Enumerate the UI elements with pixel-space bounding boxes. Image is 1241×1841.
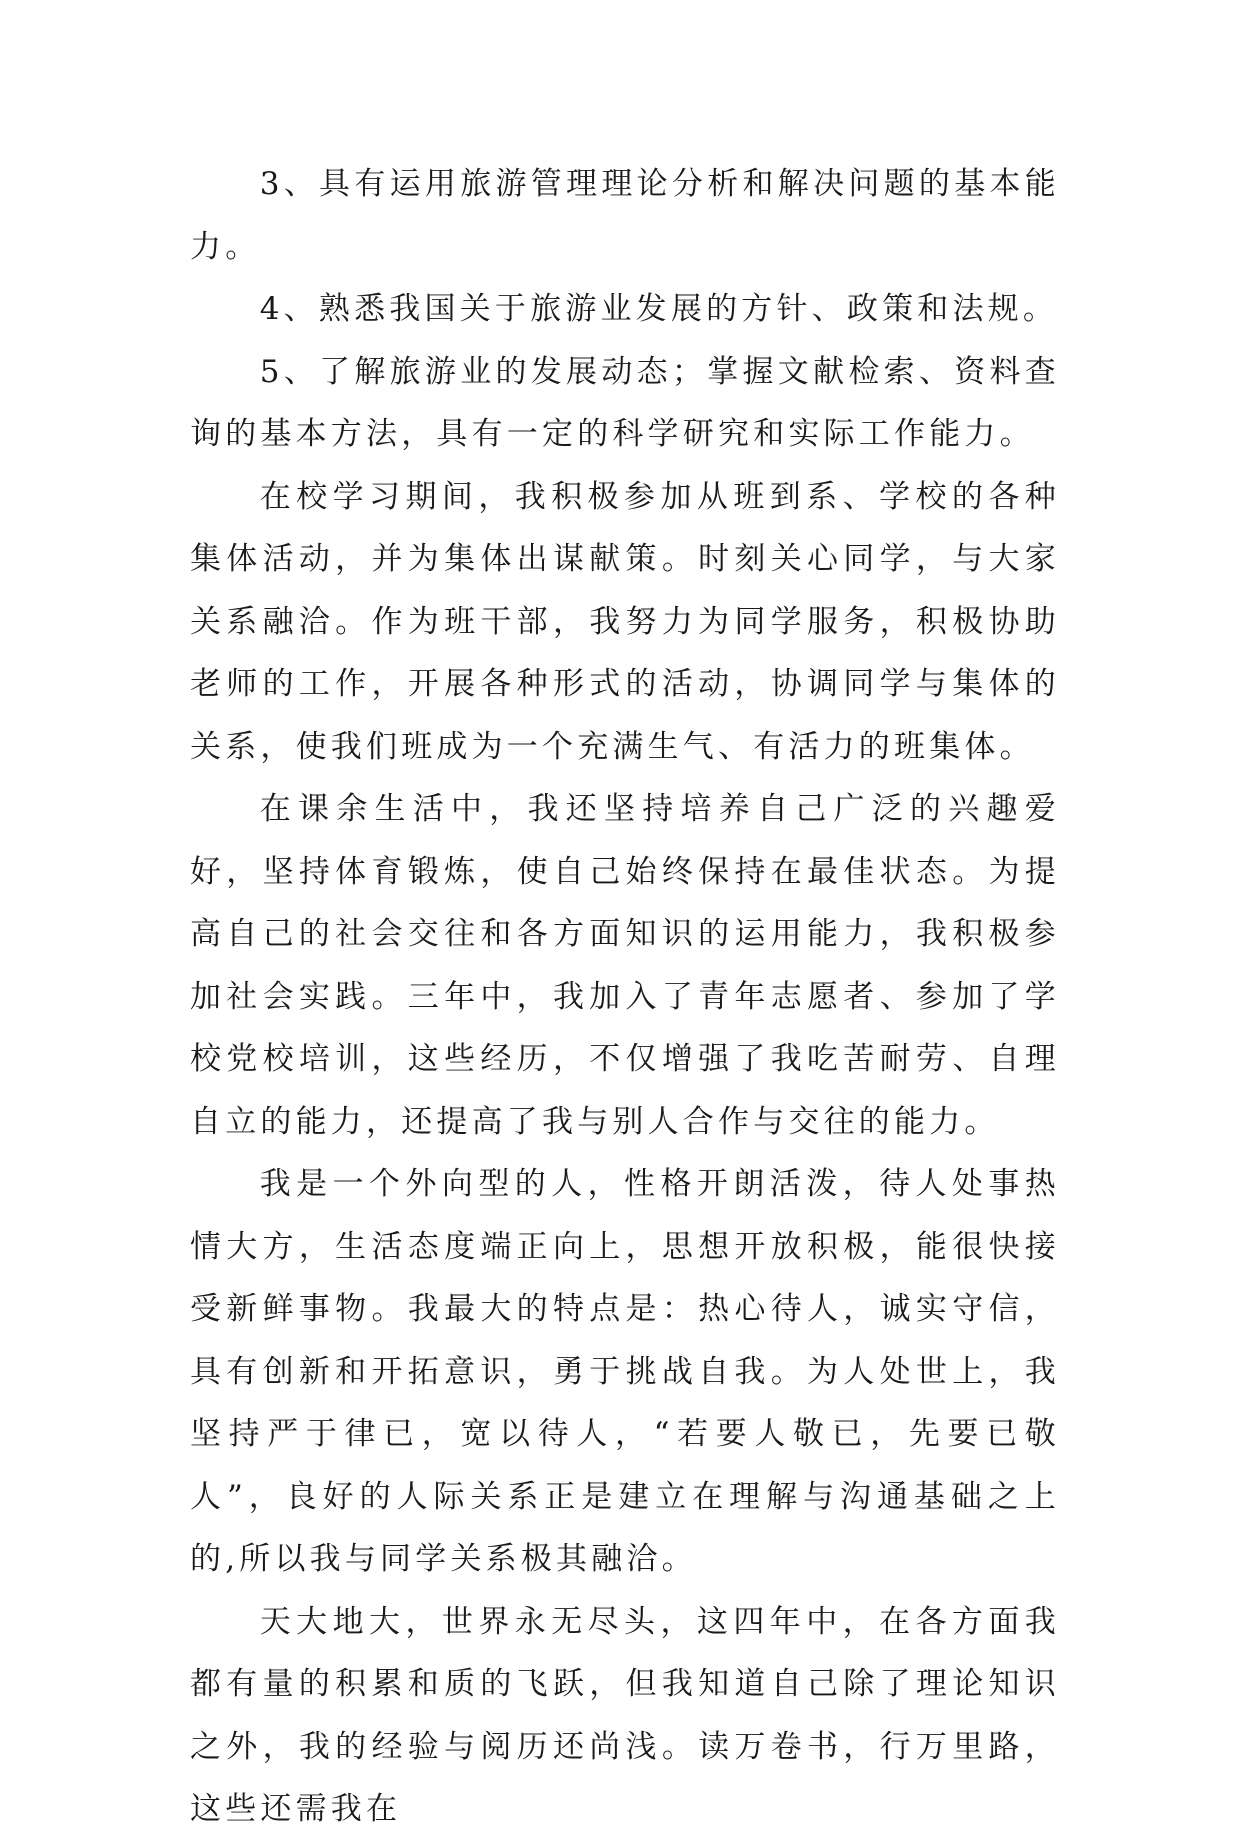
document-body (190, 153, 1060, 1841)
paragraph-skill-5: 5、了解旅游业的发展动态；掌握文献检索、资料查询的基本方法，具有一定的科学研究和实际工作能力。 (190, 353, 1060, 452)
paragraph-school-activities: 在校学习期间，我积极参加从班到系、学校的各种集体活动，并为集体出谋献策。时刻关心同学，与大家关系融洽。作为班干部，我努力为同学服务，积极协助老师的工作，开展各种形式的活动，协调同学与集体的关系，使我们班成为一个充满生气、有活力的班集体。 (190, 478, 1060, 765)
paragraph-skill-4: 4、熟悉我国关于旅游业发展的方针、政策和法规。 (259, 291, 1059, 327)
paragraph-conclusion: 天大地大，世界永无尽头，这四年中，在各方面我都有量的积累和质的飞跃，但我知道自己除了理论知识之外，我的经验与阅历还尚浅。读万卷书，行万里路，这些还需我在 (190, 1603, 1060, 1827)
paragraph-extracurricular: 在课余生活中，我还坚持培养自己广泛的兴趣爱好，坚持体育锻炼，使自己始终保持在最佳状态。为提高自己的社会交往和各方面知识的运用能力，我积极参加社会实践。三年中，我加入了青年志愿者、参加了学校党校培训，这些经历，不仅增强了我吃苦耐劳、自理自立的能力，还提高了我与别人合作与交往的能力。 (190, 791, 1060, 1140)
paragraph-skill-3: 3、具有运用旅游管理理论分析和解决问题的基本能力。 (190, 166, 1060, 265)
paragraph-personality: 我是一个外向型的人，性格开朗活泼，待人处事热情大方，生活态度端正向上，思想开放积极，能很快接受新鲜事物。我最大的特点是：热心待人，诚实守信，具有创新和开拓意识，勇于挑战自我。为人处世上，我坚持严于律已，宽以待人，“若要人敬已，先要已敬人”，良好的人际关系正是建立在理解与沟通基础之上的,所以我与同学关系极其融洽。 (190, 1166, 1060, 1577)
